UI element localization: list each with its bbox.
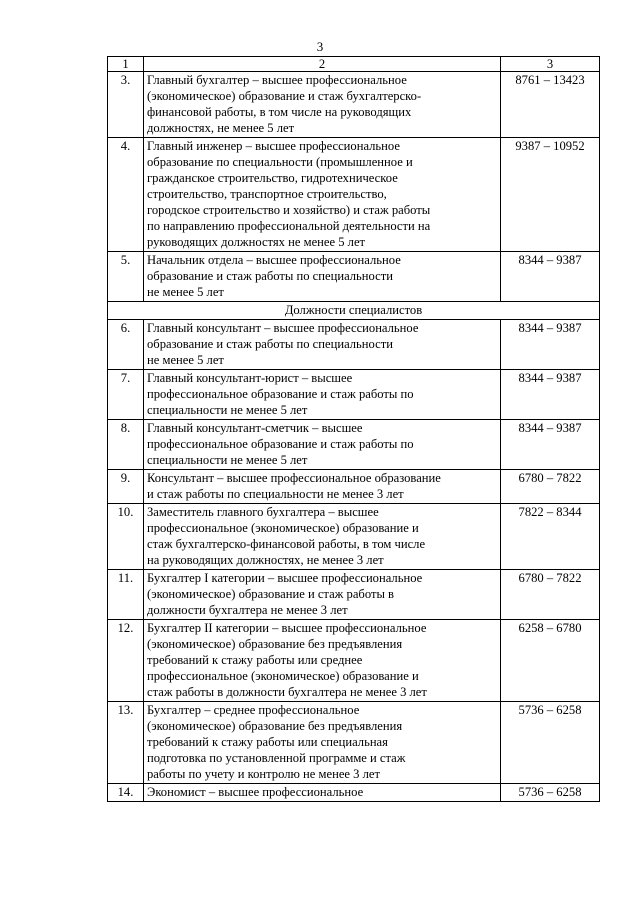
row-position-text: Экономист – высшее профессиональное xyxy=(144,784,501,802)
row-position-text: Начальник отдела – высшее профессиональное образование и стаж работы по специальности не менее 5 лет xyxy=(144,252,501,302)
row-salary-range: 6780 – 7822 xyxy=(501,470,600,504)
header-cell-number: 1 xyxy=(108,57,144,72)
row-position-text: Главный консультант-юрист – высшее профессиональное образование и стаж работы по специальности не менее 5 лет xyxy=(144,370,501,420)
row-number: 9. xyxy=(108,470,144,504)
row-number: 6. xyxy=(108,320,144,370)
row-salary-range: 6258 – 6780 xyxy=(501,620,600,702)
table-row xyxy=(108,252,600,302)
table-row xyxy=(108,702,600,784)
row-salary-range: 8344 – 9387 xyxy=(501,252,600,302)
row-position-text: Заместитель главного бухгалтера – высшее профессиональное (экономическое) образование и стаж бухгалтерско-финансовой работы, в том числе на руководящих должностях, не менее 3 лет xyxy=(144,504,501,570)
row-number: 3. xyxy=(108,72,144,138)
positions-salary-table xyxy=(107,56,600,802)
page-number: 3 xyxy=(316,39,324,54)
table-row xyxy=(108,784,600,802)
row-position-text: Главный инженер – высшее профессиональное образование по специальности (промышленное и гражданское строительство, гидротехническое строительство, транспортное строительство, городское строительство и хозяйство) и стаж работы по направлению профессиональной деятельности на руководящих должностях не менее 5 лет xyxy=(144,138,501,252)
row-number: 14. xyxy=(108,784,144,802)
table-row xyxy=(108,504,600,570)
row-position-text: Главный бухгалтер – высшее профессиональное (экономическое) образование и стаж бухгалтерско- финансовой работы, в том числе на руководящих должностях, не менее 5 лет xyxy=(144,72,501,138)
table-header-row xyxy=(108,57,600,72)
row-number: 11. xyxy=(108,570,144,620)
header-cell-position: 2 xyxy=(144,57,501,72)
row-salary-range: 9387 – 10952 xyxy=(501,138,600,252)
row-number: 12. xyxy=(108,620,144,702)
row-number: 4. xyxy=(108,138,144,252)
row-salary-range: 8344 – 9387 xyxy=(501,420,600,470)
row-number: 10. xyxy=(108,504,144,570)
row-salary-range: 5736 – 6258 xyxy=(501,702,600,784)
section-heading-row xyxy=(108,302,600,320)
row-number: 5. xyxy=(108,252,144,302)
row-number: 8. xyxy=(108,420,144,470)
row-position-text: Главный консультант-сметчик – высшее профессиональное образование и стаж работы по специальности не менее 5 лет xyxy=(144,420,501,470)
row-position-text: Консультант – высшее профессиональное образование и стаж работы по специальности не менее 3 лет xyxy=(144,470,501,504)
table-row xyxy=(108,320,600,370)
section-title: Должности специалистов xyxy=(108,302,600,320)
table-row xyxy=(108,470,600,504)
row-position-text: Главный консультант – высшее профессиональное образование и стаж работы по специальности не менее 5 лет xyxy=(144,320,501,370)
row-salary-range: 6780 – 7822 xyxy=(501,570,600,620)
row-number: 7. xyxy=(108,370,144,420)
row-salary-range: 8344 – 9387 xyxy=(501,370,600,420)
row-number: 13. xyxy=(108,702,144,784)
table-row xyxy=(108,420,600,470)
table-row xyxy=(108,72,600,138)
table-row xyxy=(108,138,600,252)
row-salary-range: 8344 – 9387 xyxy=(501,320,600,370)
table-row xyxy=(108,370,600,420)
row-position-text: Бухгалтер I категории – высшее профессиональное (экономическое) образование и стаж работы в должности бухгалтера не менее 3 лет xyxy=(144,570,501,620)
header-cell-salary: 3 xyxy=(501,57,600,72)
row-salary-range: 5736 – 6258 xyxy=(501,784,600,802)
row-position-text: Бухгалтер – среднее профессиональное (экономическое) образование без предъявления требований к стажу работы или специальная подготовка по установленной программе и стаж работы по учету и контролю не менее 3 лет xyxy=(144,702,501,784)
row-salary-range: 7822 – 8344 xyxy=(501,504,600,570)
row-salary-range: 8761 – 13423 xyxy=(501,72,600,138)
table-row xyxy=(108,570,600,620)
row-position-text: Бухгалтер II категории – высшее профессиональное (экономическое) образование без предъявления требований к стажу работы или среднее профессиональное (экономическое) образование и стаж работы в должности бухгалтера не менее 3 лет xyxy=(144,620,501,702)
table-row xyxy=(108,620,600,702)
